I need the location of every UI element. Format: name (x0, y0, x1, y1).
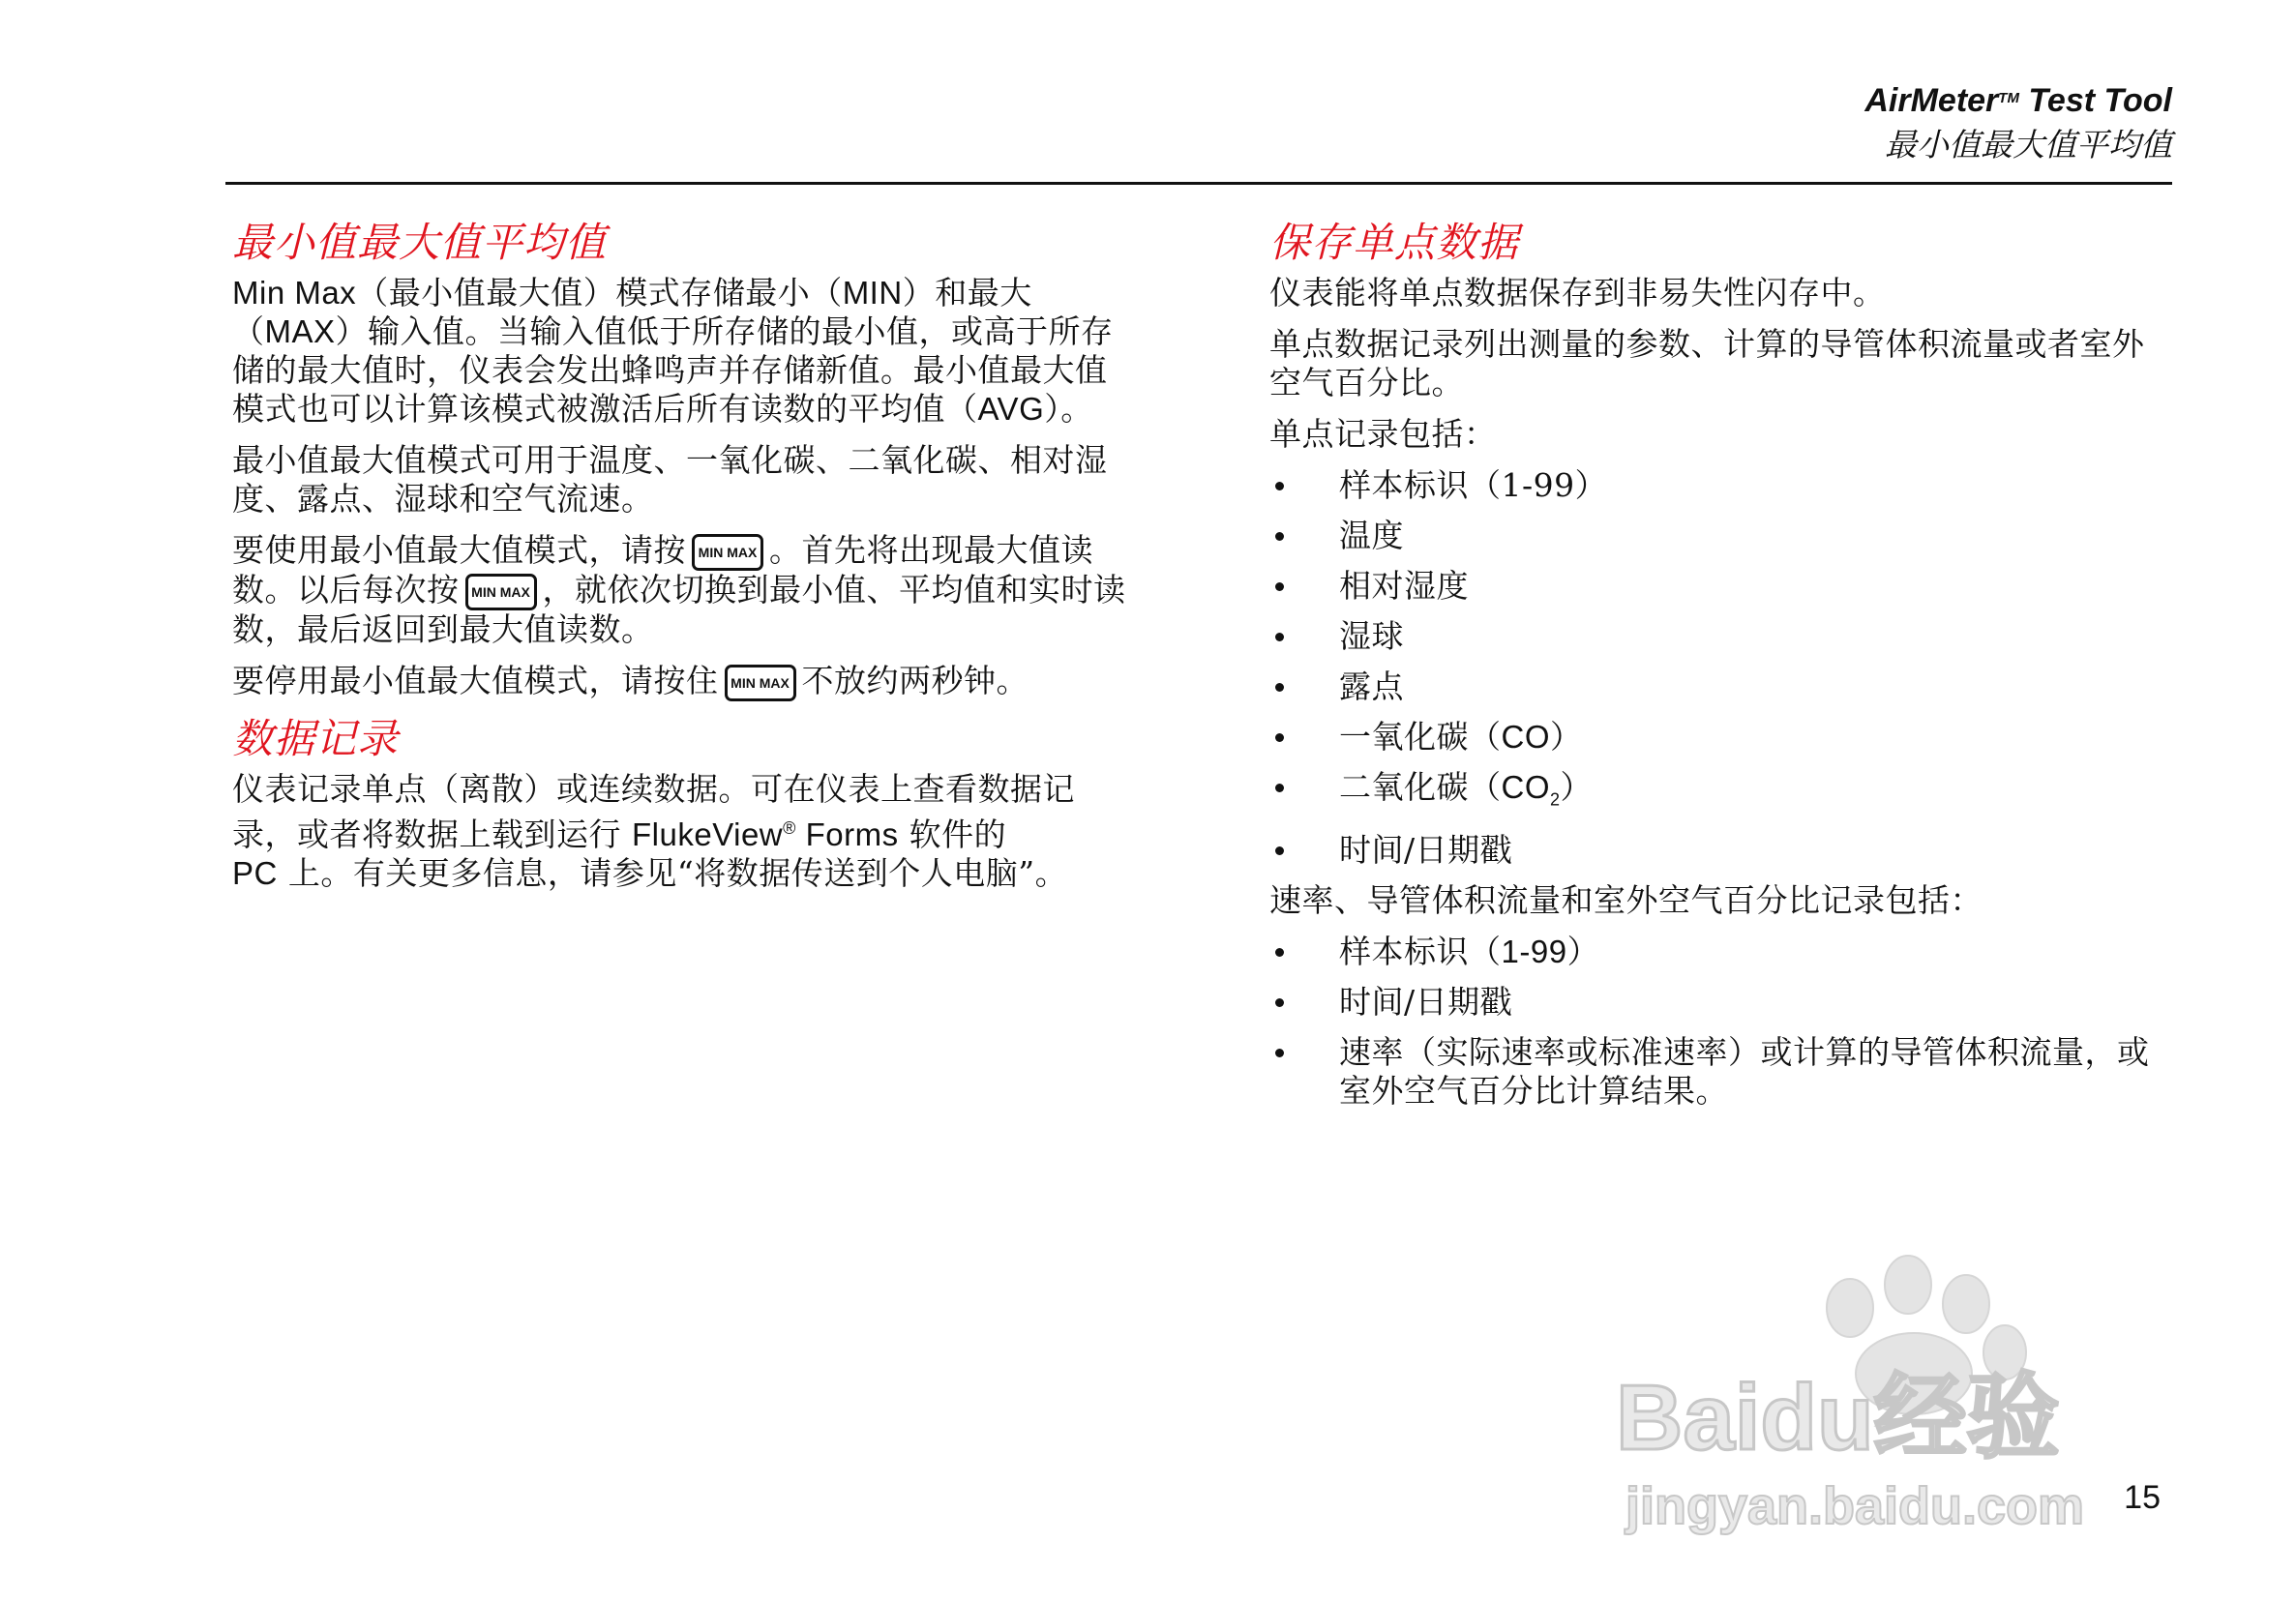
list-item (1269, 668, 2160, 706)
subscript-2: 2 (1550, 789, 1561, 810)
text-run: CO (1501, 719, 1550, 755)
min-max-usage-paragraph: 最小值最大值模式可用于温度、一氧化碳、二氧化碳、相对湿度、露点、湿球和空气流速。 (232, 441, 1108, 518)
bullet-icon (1275, 948, 1284, 957)
text-run: ） (1566, 932, 1600, 970)
list-item-text: 露点 (1339, 668, 1404, 705)
text-run: 不放约两秒钟。 (801, 662, 1029, 699)
list-item-text: 速率（实际速率或标准速率）或计算的导管体积流量，或室外空气百分比计算结果。 (1339, 1032, 2150, 1110)
list-item-text: 相对湿度 (1339, 567, 1469, 605)
list-item (1269, 517, 2160, 555)
list-item-text: 时间/日期戳 (1339, 830, 1513, 869)
text-run: ） (1560, 768, 1594, 806)
list-item-text: 时间/日期戳 (1339, 982, 1513, 1021)
min-max-key-icon: MIN MAX (692, 534, 763, 571)
text-run: Min Max (232, 275, 357, 311)
page-number: 15 (2124, 1479, 2161, 1516)
text-run: ）和最大（ (232, 274, 1032, 350)
single-point-includes-label: 单点记录包括： (1269, 415, 1497, 453)
trademark-mark: TM (1998, 90, 2019, 106)
bullet-icon (1275, 633, 1284, 641)
list-item-text: 湿球 (1339, 617, 1404, 655)
text-run: 二氧化碳（ (1339, 768, 1502, 806)
save-intro-paragraph: 仪表能将单点数据保存到非易失性闪存中。 (1269, 274, 1886, 312)
text-run: FlukeView (632, 816, 784, 852)
header-title-suffix: Test Tool (2018, 82, 2172, 119)
list-item (1269, 567, 2160, 606)
section-heading-save-single-point: 保存单点数据 (1269, 219, 1520, 266)
watermark-url-text: jingyan.baidu.com (1625, 1477, 2085, 1535)
list-item (1269, 933, 2160, 971)
header-divider (225, 182, 2172, 185)
list-item-text: 温度 (1339, 517, 1404, 554)
text-run: 仪表记录单点（离散）或连续数据。可在仪表上查看数据记录，或者将数据上载到运行 (232, 770, 1075, 853)
text-run: 1-99 (1501, 933, 1567, 969)
text-run: ） (1550, 718, 1583, 756)
list-item (1269, 831, 2160, 870)
running-header-title (1864, 81, 2172, 120)
text-run: 样本标识（ (1339, 932, 1502, 970)
section-heading-min-max: 最小值最大值平均值 (232, 219, 608, 266)
text-run: （最小值最大值）模式存储最小（ (356, 274, 843, 312)
list-item (1269, 983, 2160, 1022)
min-max-activate-paragraph (232, 531, 1127, 649)
text-run: Forms (795, 816, 899, 852)
running-header-subtitle: 最小值最大值平均值 (1885, 126, 2172, 163)
text-run: PC (232, 855, 278, 891)
text-run: 软件的 (898, 816, 1007, 853)
section-heading-data-logging: 数据记录 (232, 715, 400, 762)
single-point-record-paragraph: 单点数据记录列出测量的参数、计算的导管体积流量或者室外空气百分比。 (1269, 325, 2145, 401)
text-run: ）。 (1044, 390, 1093, 428)
text-run: 要停用最小值最大值模式，请按住 (232, 662, 719, 699)
text-run: MAX (264, 313, 336, 349)
bullet-icon (1275, 532, 1284, 541)
min-max-key-icon: MIN MAX (725, 665, 796, 701)
list-item (1269, 617, 2160, 656)
header-title-text: AirMeter (1864, 82, 1999, 119)
single-point-record-list (1269, 466, 2160, 870)
bullet-icon (1275, 1049, 1284, 1057)
list-item (1269, 466, 2160, 505)
registered-mark: ® (783, 818, 796, 838)
bullet-icon (1275, 482, 1284, 490)
text-run: MIN (842, 275, 903, 311)
bullet-icon (1275, 998, 1284, 1007)
text-run: AVG (977, 391, 1045, 427)
text-run: 上。有关更多信息，请参见“将数据传送到个人电脑”。 (277, 854, 1068, 892)
left-column (232, 218, 1127, 905)
bullet-icon (1275, 582, 1284, 591)
watermark-logo-text: Baidu经验 (1616, 1366, 2060, 1469)
min-max-intro-paragraph (232, 274, 1127, 429)
right-column (1269, 218, 2160, 1122)
min-max-deactivate-paragraph (232, 662, 1127, 701)
list-item (1269, 718, 2160, 756)
list-item (1269, 1033, 2160, 1111)
bullet-icon (1275, 733, 1284, 742)
data-logging-paragraph (232, 770, 1127, 893)
text-run: 一氧化碳（ (1339, 718, 1502, 756)
rate-record-list (1269, 933, 2160, 1111)
text-run: 。首先将出现最大值读数。以后每次按 (232, 531, 1093, 608)
text-run: ）输入值。当输入值低于所存储的最小值，或高于所存储的最大值时，仪表会发出蜂鸣声并存储新值。最小值最大值模式也可以计算该模式被激活后所有读数的平均值（ (232, 312, 1114, 428)
text-run: CO (1501, 769, 1550, 805)
bullet-icon (1275, 846, 1284, 855)
bullet-icon (1275, 683, 1284, 692)
text-run: 要使用最小值最大值模式，请按 (232, 531, 686, 569)
text-run: ，就依次切换到最小值、平均值和实时读数，最后返回到最大值读数。 (232, 571, 1126, 648)
rate-record-includes-label: 速率、导管体积流量和室外空气百分比记录包括： (1269, 880, 1983, 919)
list-item-text: 样本标识（1-99） (1339, 466, 1608, 504)
min-max-key-icon: MIN MAX (465, 574, 537, 610)
baidu-jingyan-watermark (1606, 1248, 2187, 1538)
bullet-icon (1275, 784, 1284, 792)
list-item (1269, 768, 2160, 819)
